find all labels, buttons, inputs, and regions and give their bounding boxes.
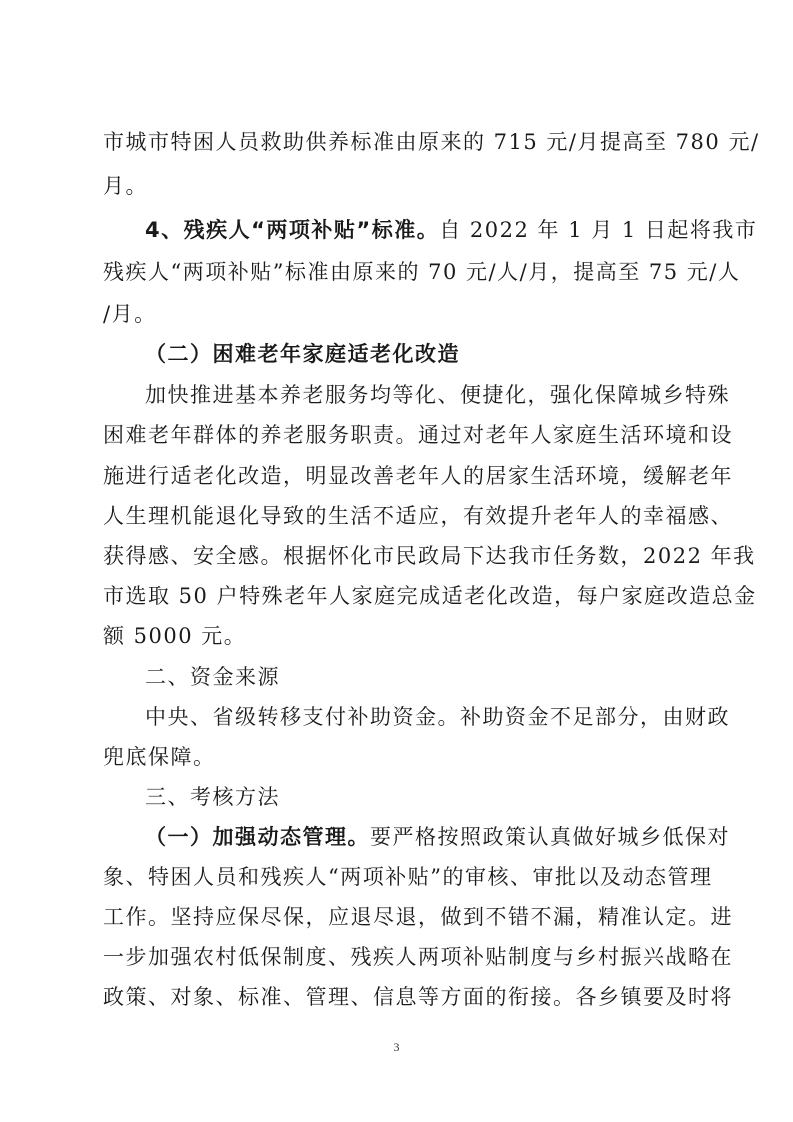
paragraph-line: 兜底保障。: [103, 745, 216, 769]
paragraph-text: 要严格按照政策认真做好城乡低保对: [370, 825, 730, 849]
paragraph-text: 自 2022 年 1 月 1 日起将我市: [439, 218, 758, 242]
paragraph-line: 加快推进基本养老服务均等化、便捷化，强化保障城乡特殊: [145, 383, 730, 407]
section-heading: （二）困难老年家庭适老化改造: [145, 342, 460, 366]
paragraph-line: 月。: [103, 174, 148, 198]
paragraph-line: 获得感、安全感。根据怀化市民政局下达我市任务数，2022 年我: [103, 544, 756, 568]
paragraph-line: 市选取 50 户特殊老年人家庭完成适老化改造，每户家庭改造总金: [103, 584, 757, 608]
page-number: 3: [393, 1040, 400, 1054]
paragraph-line: 政策、对象、标准、管理、信息等方面的衔接。各乡镇要及时将: [103, 985, 733, 1009]
paragraph-line: [145, 216, 758, 244]
section-heading-inline: （一）加强动态管理。: [145, 825, 370, 849]
paragraph-line: 施进行适老化改造，明显改善老年人的居家生活环境，缓解老年: [103, 464, 733, 488]
paragraph-line: 困难老年群体的养老服务职责。通过对老年人家庭生活环境和设: [103, 423, 733, 447]
paragraph-line: 中央、省级转移支付补助资金。补助资金不足部分，由财政: [145, 705, 730, 729]
paragraph-line: 残疾人“两项补贴”标准由原来的 70 元/人/月，提高至 75 元/人: [103, 260, 741, 284]
paragraph-line: 额 5000 元。: [103, 624, 247, 648]
section-heading-inline: 4、残疾人“两项补贴”标准。: [145, 218, 440, 242]
paragraph-line: [145, 823, 730, 851]
paragraph-line: 象、特困人员和残疾人“两项补贴”的审核、审批以及动态管理: [103, 865, 713, 889]
paragraph-line: /月。: [103, 302, 157, 326]
paragraph-line: 一步加强农村低保制度、残疾人两项补贴制度与乡村振兴战略在: [103, 945, 733, 969]
section-heading: 二、资金来源: [145, 665, 280, 689]
paragraph-line: 市城市特困人员救助供养标准由原来的 715 元/月提高至 780 元/: [103, 130, 760, 154]
section-heading: 三、考核方法: [145, 785, 280, 809]
paragraph-line: 工作。坚持应保尽保，应退尽退，做到不错不漏，精准认定。进: [103, 905, 733, 929]
paragraph-line: 人生理机能退化导致的生活不适应，有效提升老年人的幸福感、: [103, 504, 733, 528]
